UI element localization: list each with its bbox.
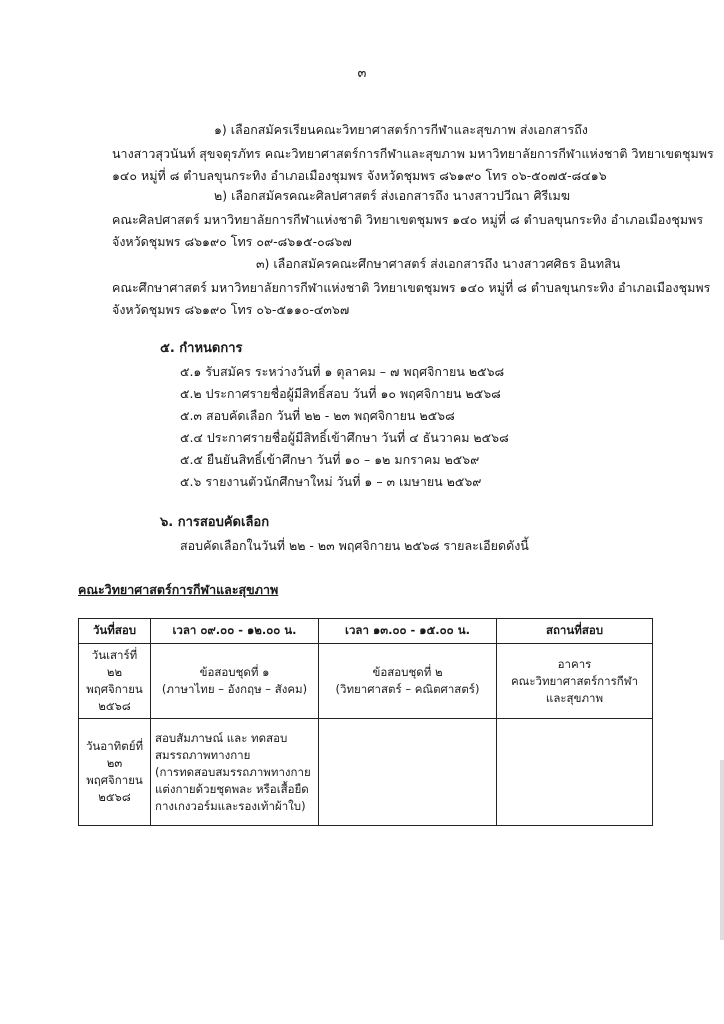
row1-location-line: คณะวิทยาศาสตร์การกีฬา xyxy=(510,673,639,688)
row1-date-line: ๒๒ พฤศจิกายน xyxy=(86,665,143,696)
row1-date-cell xyxy=(79,644,151,719)
scan-edge-mark xyxy=(720,760,724,940)
schedule-item: ๕.๕ ยืนยันสิทธิ์เข้าศึกษา วันที่ ๑๐ – ๑๒ มกราคม ๒๕๖๙ xyxy=(180,452,480,467)
apply-item-2-line-2: คณะศิลปศาสตร์ มหาวิทยาลัยการกีฬาแห่งชาติ วิทยาเขตชุมพร ๑๔๐ หมู่ที่ ๘ ตำบลขุนกระทิง อำเภอเมืองชุมพร xyxy=(112,212,704,227)
apply-item-2-line-3: จังหวัดชุมพร ๘๖๑๙๐ โทร ๐๙-๘๖๑๕-๐๘๖๗ xyxy=(112,234,352,249)
schedule-item: ๕.๑ รับสมัคร ระหว่างวันที่ ๑ ตุลาคม – ๗ พฤศจิกายน ๒๕๖๘ xyxy=(180,364,505,379)
row1-location-line: อาคาร xyxy=(557,656,592,671)
exam-schedule-table xyxy=(78,618,653,826)
header-exam-location: สถานที่สอบ xyxy=(497,619,653,644)
row2-date-line: ๒๕๖๘ xyxy=(98,790,131,804)
row2-date-line: ๒๓ พฤศจิกายน xyxy=(86,756,143,787)
table-row xyxy=(79,644,653,719)
apply-item-1-line-3: ๑๔๐ หมู่ที่ ๘ ตำบลขุนกระทิง อำเภอเมืองชุมพร จังหวัดชุมพร ๘๖๑๙๐ โทร ๐๖-๕๐๗๕-๘๔๑๖ xyxy=(112,168,607,183)
row1-morning-line: (ภาษาไทย – อังกฤษ – สังคม) xyxy=(161,682,308,696)
exam-description: สอบคัดเลือกในวันที่ ๒๒ - ๒๓ พฤศจิกายน ๒๕๖๘ รายละเอียดดังนี้ xyxy=(180,538,529,553)
row2-morning-line: แต่งกายด้วยชุดพละ หรือเสื้อยืด xyxy=(155,781,309,796)
row2-morning-line: (การทดสอบสมรรถภาพทางกาย xyxy=(155,764,311,779)
schedule-item: ๕.๓ สอบคัดเลือก วันที่ ๒๒ - ๒๓ พฤศจิกายน ๒๕๖๘ xyxy=(180,408,455,423)
header-exam-date: วันที่สอบ xyxy=(79,619,151,644)
row1-morning-cell xyxy=(151,644,319,719)
row2-date-line: วันอาทิตย์ที่ xyxy=(85,739,144,753)
row2-morning-cell xyxy=(151,719,319,826)
row1-afternoon-line: ข้อสอบชุดที่ ๒ xyxy=(372,665,443,679)
row2-location-cell xyxy=(497,719,653,826)
apply-item-2-line-1: ๒) เลือกสมัครคณะศิลปศาสตร์ ส่งเอกสารถึง นางสาวปวีณา ศิรีเมฆ xyxy=(214,188,571,203)
row2-afternoon-cell xyxy=(319,719,497,826)
schedule-item: ๕.๔ ประกาศรายชื่อผู้มีสิทธิ์เข้าศึกษา วันที่ ๔ ธันวาคม ๒๕๖๘ xyxy=(180,430,509,445)
schedule-item: ๕.๒ ประกาศรายชื่อผู้มีสิทธิ์สอบ วันที่ ๑๐ พฤศจิกายน ๒๕๖๘ xyxy=(180,386,501,401)
row1-afternoon-cell xyxy=(319,644,497,719)
header-afternoon-time: เวลา ๑๓.๐๐ - ๑๕.๐๐ น. xyxy=(319,619,497,644)
row2-date-cell xyxy=(79,719,151,826)
apply-item-3-line-2: คณะศึกษาศาสตร์ มหาวิทยาลัยการกีฬาแห่งชาติ วิทยาเขตชุมพร ๑๔๐ หมู่ที่ ๘ ตำบลขุนกระทิง อำเภอเมืองชุมพร xyxy=(112,280,711,295)
row2-morning-line: สอบสัมภาษณ์ และ ทดสอบ xyxy=(155,730,288,745)
faculty-heading: คณะวิทยาศาสตร์การกีฬาและสุขภาพ xyxy=(78,582,279,597)
schedule-item: ๕.๖ รายงานตัวนักศึกษาใหม่ วันที่ ๑ – ๓ เมษายน ๒๕๖๙ xyxy=(180,474,482,489)
row1-date-line: วันเสาร์ที่ xyxy=(91,648,138,662)
row2-morning-line: กางเกงวอร์มและรองเท้าผ้าใบ) xyxy=(155,798,306,813)
row1-morning-line: ข้อสอบชุดที่ ๑ xyxy=(199,665,270,679)
exam-title: ๖. การสอบคัดเลือก xyxy=(160,515,270,530)
row2-morning-line: สมรรถภาพทางกาย xyxy=(155,747,251,762)
page-number: ๓ xyxy=(357,66,367,81)
header-morning-time: เวลา ๐๙.๐๐ - ๑๒.๐๐ น. xyxy=(151,619,319,644)
table-row xyxy=(79,719,653,826)
row1-location-line: และสุขภาพ xyxy=(545,690,604,705)
schedule-title: ๕. กำหนดการ xyxy=(160,341,243,356)
apply-item-3-line-3: จังหวัดชุมพร ๘๖๑๙๐ โทร ๐๖-๕๑๑๐-๔๓๖๗ xyxy=(112,302,350,317)
table-header-row xyxy=(79,619,653,644)
apply-item-1-line-2: นางสาวสุวนันท์ สุขจตุรภัทร คณะวิทยาศาสตร์การกีฬาและสุขภาพ มหาวิทยาลัยการกีฬาแห่งชาติ วิทยาเขตชุมพร xyxy=(112,146,714,161)
row1-afternoon-line: (วิทยาศาสตร์ – คณิตศาสตร์) xyxy=(335,682,480,696)
apply-item-1-line-1: ๑) เลือกสมัครเรียนคณะวิทยาศาสตร์การกีฬาและสุขภาพ ส่งเอกสารถึง xyxy=(214,122,588,137)
apply-item-3-line-1: ๓) เลือกสมัครคณะศึกษาศาสตร์ ส่งเอกสารถึง นางสาวศศิธร อินทสิน xyxy=(256,256,621,271)
row1-date-line: ๒๕๖๘ xyxy=(98,699,131,713)
row1-location-cell xyxy=(497,644,653,719)
